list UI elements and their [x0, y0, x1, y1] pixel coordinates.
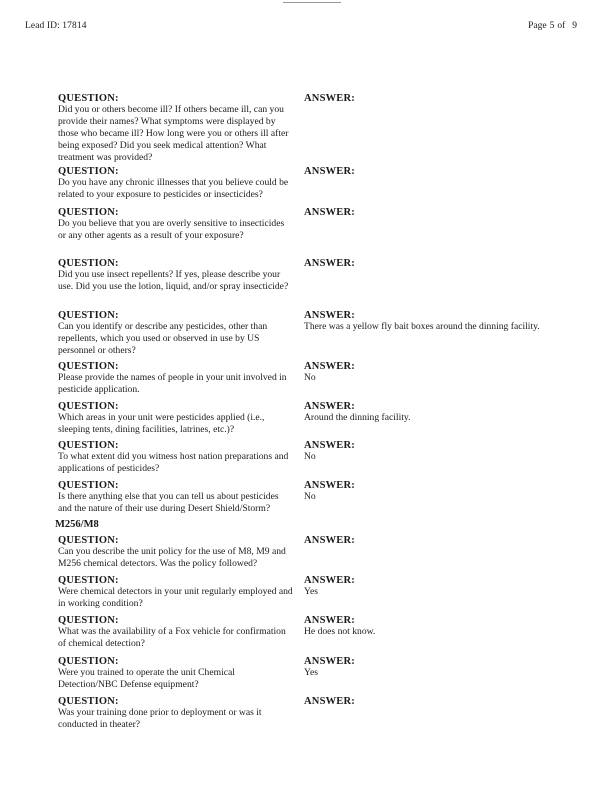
question-text: Which areas in your unit were pesticides applied (i.e., sleeping tents, dining facilities, latrines, etc.)?	[58, 412, 265, 435]
page-number: 5	[549, 21, 555, 31]
question-text: Were you trained to operate the unit Chemical Detection/NBC Defense equipment?	[58, 667, 235, 690]
question-text: Can you describe the unit policy for the use of M8, M9 and M256 chemical detectors. Was the policy followed?	[58, 546, 286, 569]
question-label: QUESTION:	[58, 93, 119, 104]
answer-text: No	[304, 451, 316, 462]
question-label: QUESTION:	[58, 535, 119, 546]
answer-label: ANSWER:	[304, 575, 355, 586]
answer-label: ANSWER:	[304, 166, 355, 177]
answer-label: ANSWER:	[304, 401, 355, 412]
question-label: QUESTION:	[58, 401, 119, 412]
answer-label: ANSWER:	[304, 207, 355, 218]
question-label: QUESTION:	[58, 207, 119, 218]
answer-label: ANSWER:	[304, 656, 355, 667]
question-text: Was your training done prior to deployment or was it conducted in theater?	[58, 707, 262, 730]
question-label: QUESTION:	[58, 615, 119, 626]
answer-label: ANSWER:	[304, 696, 355, 707]
answer-label: ANSWER:	[304, 310, 355, 321]
answer-label: ANSWER:	[304, 480, 355, 491]
question-text: Is there anything else that you can tell us about pesticides and the nature of their use during Desert Shield/Storm?	[58, 491, 279, 514]
answer-label: ANSWER:	[304, 258, 355, 269]
answer-text: Yes	[304, 667, 318, 678]
question-label: QUESTION:	[58, 656, 119, 667]
answer-label: ANSWER:	[304, 535, 355, 546]
answer-text: He does not know.	[304, 626, 376, 637]
question-text: Do you believe that you are overly sensitive to insecticides or any other agents as a result of your exposure?	[58, 218, 285, 241]
question-label: QUESTION:	[58, 440, 119, 451]
question-label: QUESTION:	[58, 310, 119, 321]
question-text: Did you or others become ill? If others became ill, can you provide their names? What symptoms were displayed by those who became ill? How long were you or others ill after being exposed? Did you seek medical attention? What treatment was provided?	[58, 104, 289, 163]
answer-text: There was a yellow fly bait boxes around the dinning facility.	[304, 321, 540, 332]
question-text: Please provide the names of people in your unit involved in pesticide application.	[58, 372, 287, 395]
question-text: What was the availability of a Fox vehicle for confirmation of chemical detection?	[58, 626, 286, 649]
answer-text: No	[304, 491, 316, 502]
question-label: QUESTION:	[58, 361, 119, 372]
page-indicator	[525, 21, 577, 31]
question-text: Did you use insect repellents? If yes, please describe your use. Did you use the lotion, liquid, and/or spray insecticide?	[58, 269, 289, 292]
lead-id: Lead ID: 17814	[25, 21, 87, 31]
question-label: QUESTION:	[58, 166, 119, 177]
question-label: QUESTION:	[58, 480, 119, 491]
answer-label: ANSWER:	[304, 440, 355, 451]
question-label: QUESTION:	[58, 575, 119, 586]
answer-text: Yes	[304, 586, 318, 597]
answer-label: ANSWER:	[304, 361, 355, 372]
answer-label: ANSWER:	[304, 93, 355, 104]
page-of: of	[557, 21, 566, 31]
page-label: Page	[528, 21, 547, 31]
page-total: 9	[572, 21, 577, 31]
question-label: QUESTION:	[58, 258, 119, 269]
answer-label: ANSWER:	[304, 615, 355, 626]
question-text: Do you have any chronic illnesses that you believe could be related to your exposure to pesticides or insecticides?	[58, 177, 289, 200]
question-text: Were chemical detectors in your unit regularly employed and in working condition?	[58, 586, 293, 609]
answer-text: Around the dinning facility.	[304, 412, 411, 423]
question-text: Can you identify or describe any pesticides, other than repellents, which you used or observed in use by US personnel or others?	[58, 321, 268, 356]
top-rule	[283, 2, 341, 3]
question-label: QUESTION:	[58, 696, 119, 707]
question-text: To what extent did you witness host nation preparations and applications of pesticides?	[58, 451, 289, 474]
answer-text: No	[304, 372, 316, 383]
section-title: M256/M8	[55, 519, 99, 530]
